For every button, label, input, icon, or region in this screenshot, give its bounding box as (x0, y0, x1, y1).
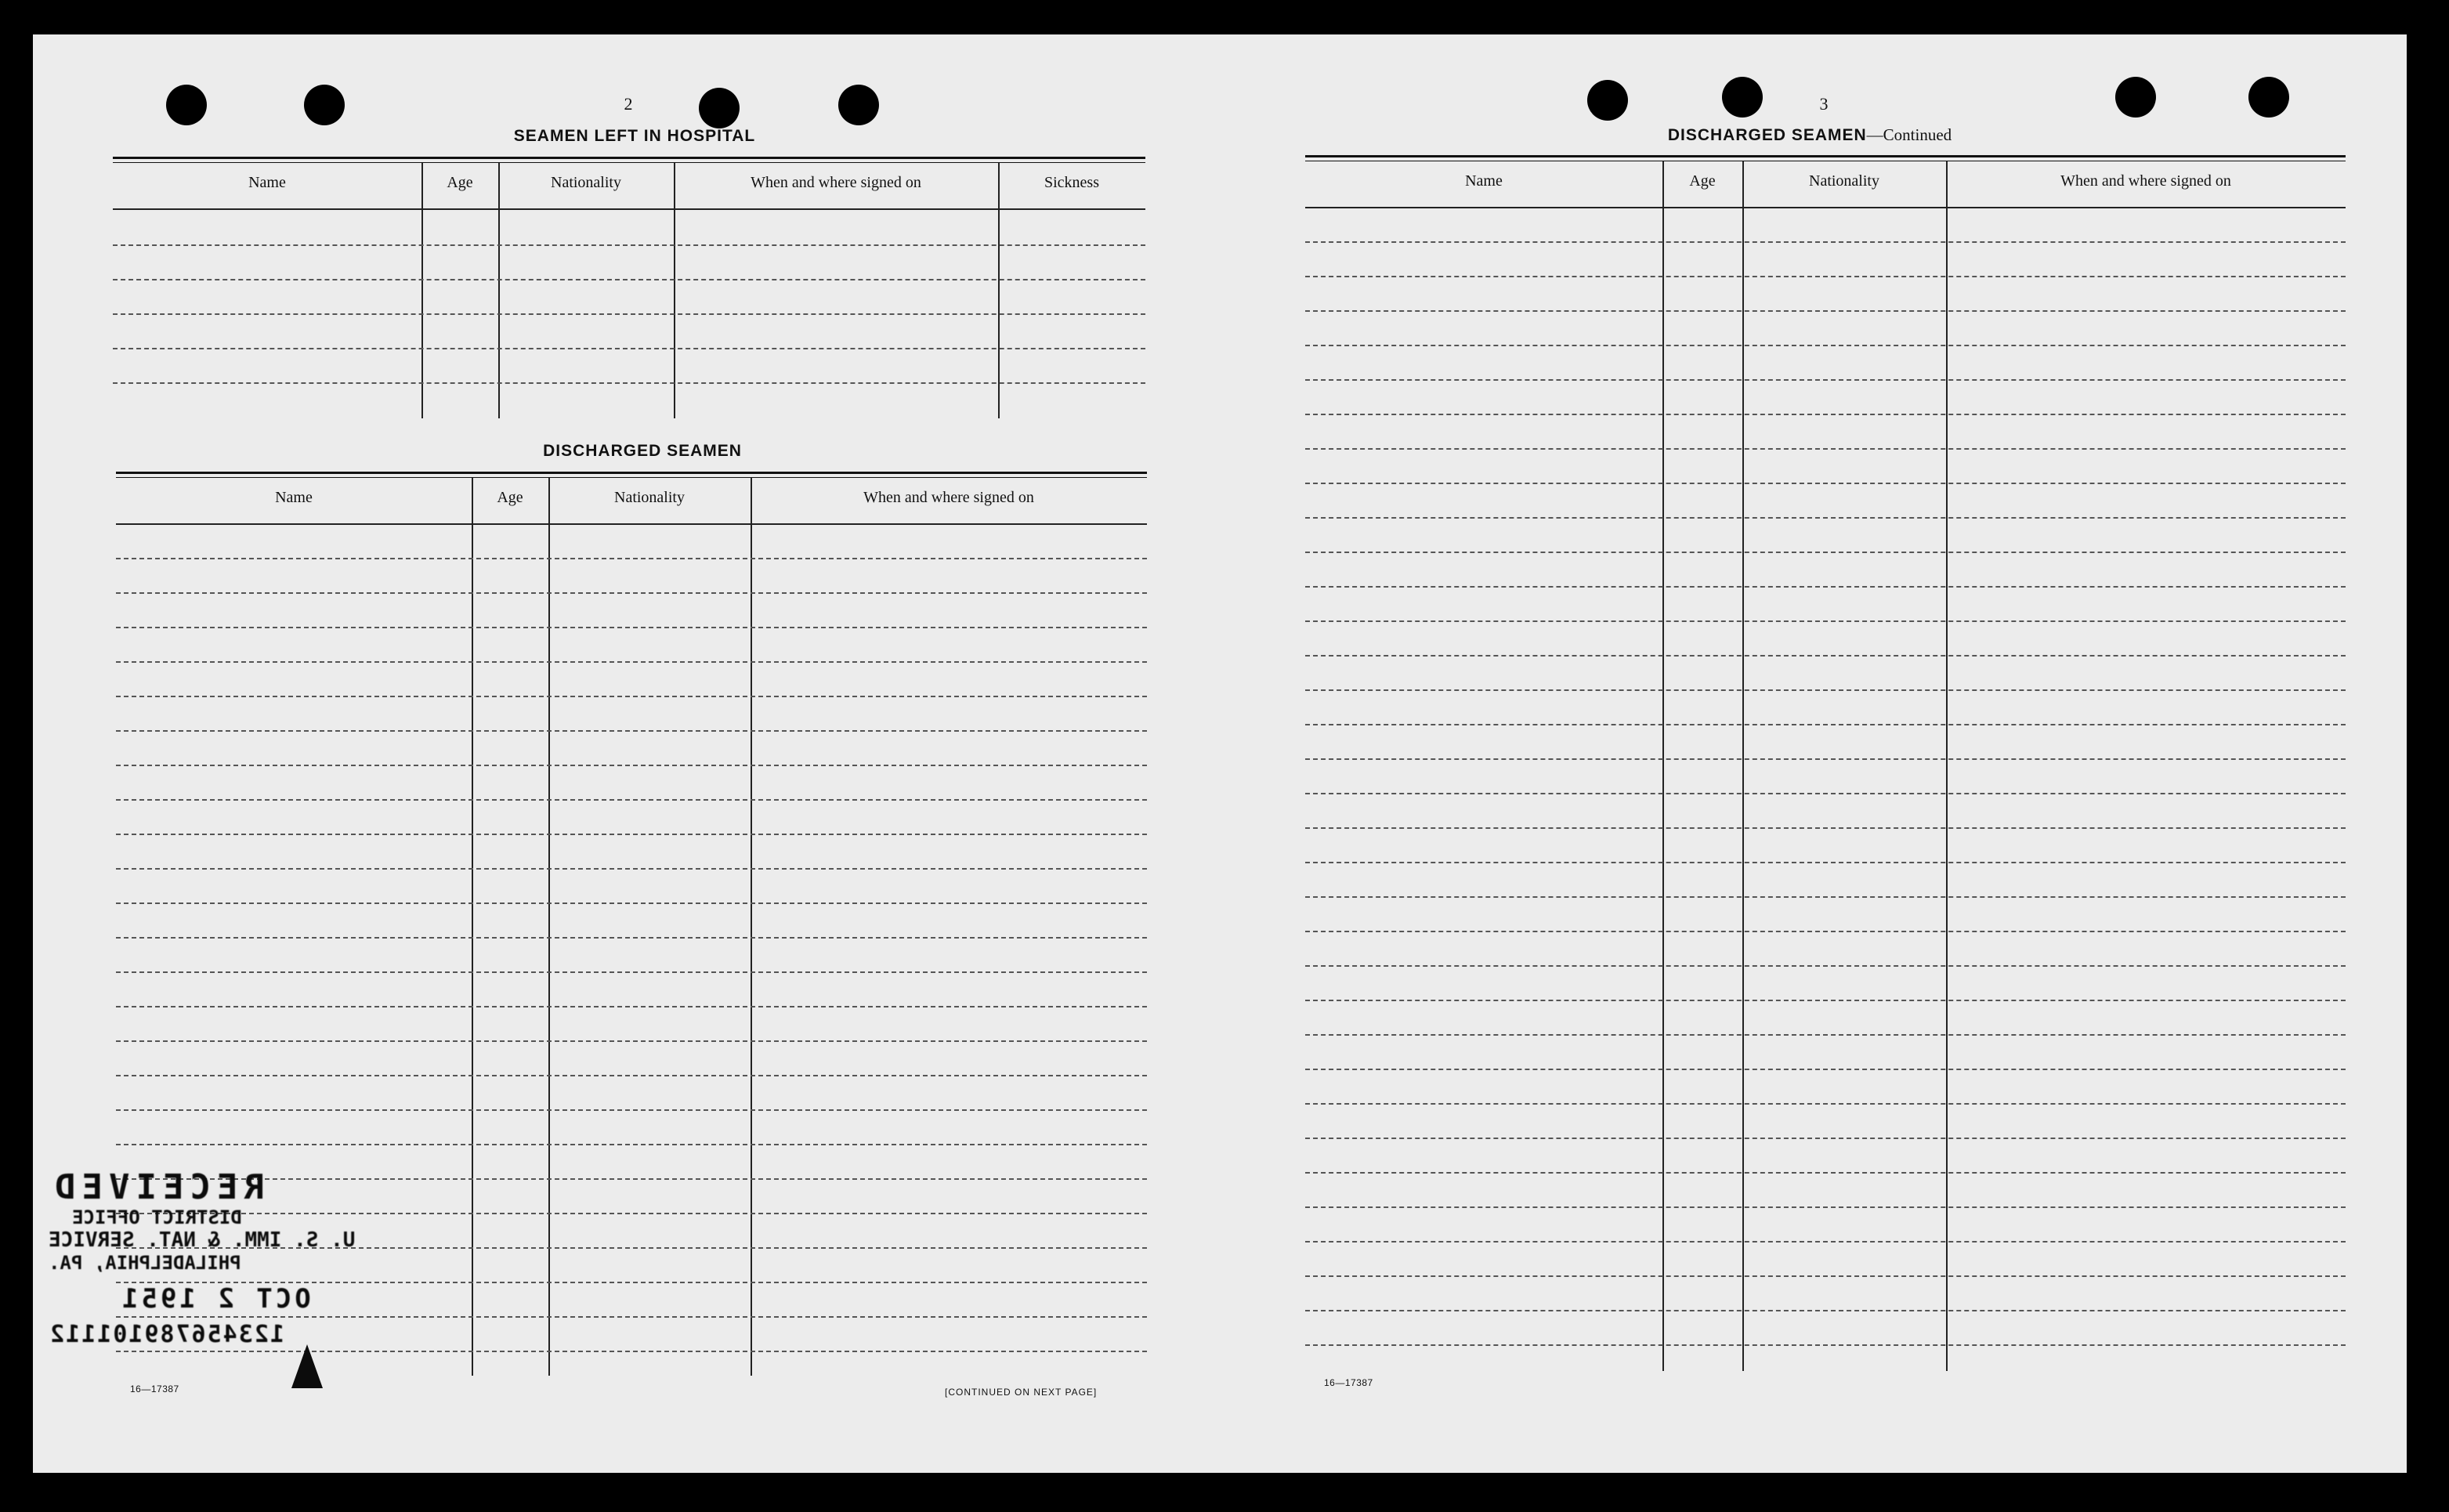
form-row (1305, 310, 2346, 312)
discharged-continued-title (1590, 125, 2029, 145)
form-row (1305, 1275, 2346, 1277)
col-header-nationality: Nationality (1809, 172, 1879, 190)
col-header-age: Age (497, 489, 523, 506)
form-row (1305, 1069, 2346, 1070)
form-number-right: 16—17387 (1324, 1377, 1373, 1388)
form-row (116, 937, 1147, 939)
form-row (1305, 896, 2346, 898)
discharged-continued-table (1305, 155, 2346, 1371)
form-row (1305, 414, 2346, 415)
col-header-signed-on: When and where signed on (2060, 172, 2231, 190)
punch-hole (304, 85, 345, 125)
form-row (1305, 1310, 2346, 1311)
hospital-section-title: SEAMEN LEFT IN HOSPITAL (513, 127, 756, 145)
form-row (1305, 862, 2346, 863)
col-header-age: Age (447, 174, 473, 191)
hospital-table (113, 157, 1145, 420)
col-header-nationality: Nationality (551, 174, 621, 191)
form-row (1305, 517, 2346, 519)
form-row (1305, 620, 2346, 622)
received-stamp: RECEIVED DISTRICT OFFICE U. S. IMM. & NAT. SERVICE PHILADELPHIA, PA. OCT 2 1951 123456789101112 (49, 1167, 356, 1348)
punch-hole (1722, 77, 1763, 118)
form-row (113, 382, 1145, 384)
form-row (1305, 931, 2346, 932)
form-row (1305, 276, 2346, 277)
form-row (116, 902, 1147, 904)
form-row (113, 279, 1145, 280)
form-row (113, 313, 1145, 315)
col-header-sickness: Sickness (1044, 174, 1099, 191)
form-row (116, 592, 1147, 594)
form-row (1305, 655, 2346, 657)
form-row (1305, 724, 2346, 725)
form-row (116, 661, 1147, 663)
col-header-name: Name (1465, 172, 1503, 190)
form-row (1305, 448, 2346, 450)
col-header-name: Name (275, 489, 313, 506)
form-row (116, 799, 1147, 801)
form-row (116, 868, 1147, 870)
form-row (116, 1144, 1147, 1145)
form-row (116, 730, 1147, 732)
punch-hole (166, 85, 207, 125)
form-row (116, 834, 1147, 835)
punch-hole (2115, 77, 2156, 118)
col-header-signed-on: When and where signed on (751, 174, 921, 191)
form-row (1305, 1034, 2346, 1036)
form-row (1305, 241, 2346, 243)
punch-hole (1587, 80, 1628, 121)
form-row (1305, 1172, 2346, 1174)
form-row (116, 696, 1147, 697)
form-row (116, 1075, 1147, 1076)
form-row (1305, 758, 2346, 760)
form-row (116, 1351, 1147, 1352)
stamp-pointer-mark (291, 1344, 323, 1388)
form-row (116, 765, 1147, 766)
form-row (1305, 483, 2346, 484)
form-row (1305, 689, 2346, 691)
form-row (1305, 586, 2346, 588)
page-number-left: 2 (624, 94, 633, 114)
form-row (1305, 345, 2346, 346)
form-row (116, 1040, 1147, 1042)
form-row (113, 244, 1145, 246)
form-row (113, 348, 1145, 349)
form-row (1305, 1138, 2346, 1139)
form-row (1305, 965, 2346, 967)
form-row (1305, 379, 2346, 381)
col-header-nationality: Nationality (614, 489, 685, 506)
form-row (116, 558, 1147, 559)
col-header-signed-on: When and where signed on (863, 489, 1034, 506)
form-row (116, 971, 1147, 973)
form-row (116, 627, 1147, 628)
col-header-name: Name (248, 174, 286, 191)
punch-hole (838, 85, 879, 125)
form-row (116, 1006, 1147, 1007)
form-row (1305, 1241, 2346, 1243)
col-header-age: Age (1689, 172, 1716, 190)
discharged-section-title: DISCHARGED SEAMEN (543, 442, 742, 460)
discharged-continued-title-text: DISCHARGED SEAMEN (1667, 126, 1867, 144)
form-row (1305, 827, 2346, 829)
continued-note: [CONTINUED ON NEXT PAGE] (945, 1387, 1098, 1398)
form-row (1305, 1344, 2346, 1346)
continued-suffix: —Continued (1866, 125, 1952, 144)
form-row (1305, 1000, 2346, 1001)
form-number-left: 16—17387 (130, 1384, 179, 1394)
form-row (116, 1109, 1147, 1111)
punch-hole (699, 88, 740, 128)
form-row (1305, 552, 2346, 553)
form-row (1305, 1206, 2346, 1208)
punch-hole (2248, 77, 2289, 118)
form-row (1305, 793, 2346, 794)
page-number-right: 3 (1819, 94, 1829, 114)
form-row (1305, 1103, 2346, 1105)
